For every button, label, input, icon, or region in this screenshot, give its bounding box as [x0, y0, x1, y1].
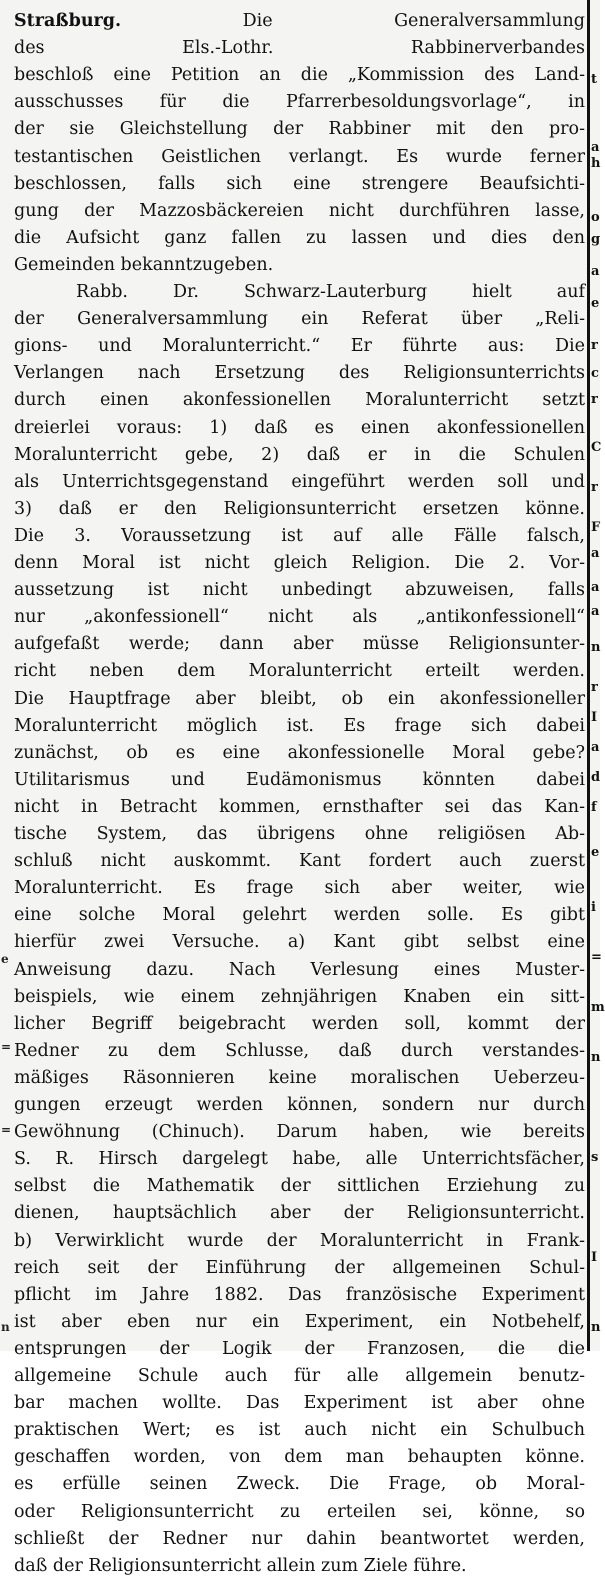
right-margin-char: d	[591, 770, 601, 785]
text-line: dreierlei voraus: 1) daß es einen akonfessionellen	[14, 418, 585, 438]
text-line: zunächst, ob es eine akonfessionelle Moral gebe?	[14, 743, 585, 763]
right-margin-char: i	[591, 900, 596, 915]
text-line: die Aufsicht ganz fallen zu lassen und dies den	[14, 228, 585, 248]
text-line: als Unterrichtsgegenstand eingeführt werden soll und	[14, 472, 585, 492]
column-divider	[587, 0, 590, 1351]
text-line: richt neben dem Moralunterricht erteilt werden.	[14, 661, 585, 681]
right-margin-char: c	[591, 366, 599, 381]
text-line: Gemeinden bekanntzugeben.	[14, 255, 274, 275]
text-line: mäßiges Räsonnieren keine moralischen Ueberzeu-	[14, 1068, 585, 1088]
text-line: daß der Religionsunterricht allein zum Ziele führe.	[14, 1556, 467, 1576]
text-line: licher Begriff beigebracht werden soll, kommt der	[14, 1014, 585, 1034]
text-line: nur „akonfessionell“ nicht als „antikonfessionell“	[14, 607, 585, 627]
text-line: Utilitarismus und Eudämonismus könnten dabei	[14, 770, 585, 790]
text-line: entsprungen der Logik der Franzosen, die die	[14, 1339, 585, 1359]
text-line: es erfülle seinen Zweck. Die Frage, ob Moral-	[14, 1474, 585, 1494]
text-line: pflicht im Jahre 1882. Das französische Experiment	[14, 1285, 585, 1305]
left-margin-char: =	[1, 1040, 12, 1054]
text-line: beispiels, wie einem zehnjährigen Knaben ein sitt-	[14, 987, 585, 1007]
text-line: gungen erzeugt werden können, sondern nur durch	[14, 1095, 585, 1115]
right-margin-char: n	[591, 1050, 601, 1065]
right-margin-char: n	[591, 640, 601, 655]
text-line: ausschusses für die Pfarrerbesoldungsvorlage“, in	[14, 92, 585, 112]
right-margin-char: a	[591, 604, 600, 619]
right-margin-char: g	[591, 232, 601, 247]
text-line: 3) daß er den Religionsunterricht ersetzen könne.	[14, 499, 585, 519]
text-line: Moralunterricht gebe, 2) daß er in die Schulen	[14, 445, 585, 465]
right-margin-char: r	[591, 392, 598, 407]
text-line: reich seit der Einführung der allgemeinen Schul-	[14, 1258, 585, 1278]
right-margin-char: r	[591, 680, 598, 695]
text-line: ist aber eben nur ein Experiment, ein Notbehelf,	[14, 1312, 585, 1332]
left-neighbor-column-fragment	[0, 0, 12, 1351]
text-line: beschloß eine Petition an die „Kommission des Land-	[14, 65, 585, 85]
right-margin-char: m	[591, 1000, 605, 1015]
text-line: beschlossen, falls sich eine strengere Beaufsichti-	[14, 174, 585, 194]
text-line: geschaffen worden, von dem man behaupten könne.	[14, 1447, 585, 1467]
text-line: tische System, das übrigens ohne religiösen Ab-	[14, 824, 585, 844]
text-line-content: Die Generalversammlung	[242, 11, 585, 31]
right-margin-char: o	[591, 210, 600, 225]
text-line: Redner zu dem Schlusse, daß durch verstandes-	[14, 1041, 585, 1061]
text-line: b) Verwirklicht wurde der Moralunterricht in Frank-	[14, 1231, 585, 1251]
dateline-place: Straßburg.	[14, 11, 122, 31]
text-line: oder Religionsunterricht zu erteilen sei, könne, so	[14, 1502, 585, 1522]
right-margin-char: a	[591, 546, 600, 561]
text-line: Gewöhnung (Chinuch). Darum haben, wie bereits	[14, 1122, 585, 1142]
right-margin-char: a	[591, 140, 600, 155]
text-line: praktischen Wert; es ist auch nicht ein Schulbuch	[14, 1420, 585, 1440]
text-line: durch einen akonfessionellen Moralunterricht setzt	[14, 390, 585, 410]
text-line: hierfür zwei Versuche. a) Kant gibt selbst eine	[14, 932, 585, 952]
right-margin-char: r	[591, 480, 598, 495]
text-line: dienen, hauptsächlich aber der Religionsunterricht.	[14, 1203, 585, 1223]
text-line: gions- und Moralunterricht.“ Er führte aus: Die	[14, 336, 585, 356]
text-line: der Generalversammlung ein Referat über „Reli-	[14, 309, 585, 329]
text-line: Die Hauptfrage aber bleibt, ob ein akonfessioneller	[14, 689, 585, 709]
right-neighbor-column-fragment	[591, 0, 605, 1351]
text-line: aufgefaßt werde; dann aber müsse Religionsunter-	[14, 634, 585, 654]
text-line: Die 3. Voraussetzung ist auf alle Fälle falsch,	[14, 526, 585, 546]
text-line: selbst die Mathematik der sittlichen Erziehung zu	[14, 1176, 585, 1196]
text-line: Verlangen nach Ersetzung des Religionsunterrichts	[14, 363, 585, 383]
text-line: allgemeine Schule auch für alle allgemein benutz-	[14, 1366, 585, 1386]
right-margin-char: e	[591, 296, 600, 311]
left-margin-char: =	[1, 1123, 12, 1137]
text-line: eine solche Moral gelehrt werden solle. Es gibt	[14, 905, 585, 925]
text-line: Moralunterricht möglich ist. Es frage sich dabei	[14, 716, 585, 736]
article-column	[14, 8, 585, 1576]
text-line: bar machen wollte. Das Experiment ist aber ohne	[14, 1393, 585, 1413]
text-line: aussetzung ist nicht unbedingt abzuweisen, falls	[14, 580, 585, 600]
text-line: schluß nicht auskommt. Kant fordert auch zuerst	[14, 851, 585, 871]
text-line: S. R. Hirsch dargelegt habe, alle Unterrichtsfächer,	[14, 1149, 585, 1169]
text-line: Rabb. Dr. Schwarz-Lauterburg hielt auf	[76, 282, 585, 302]
right-margin-char: I	[591, 1250, 598, 1265]
text-line: Moralunterricht. Es frage sich aber weiter, wie	[14, 878, 585, 898]
right-margin-char: t	[591, 72, 598, 87]
right-margin-char: a	[591, 580, 600, 595]
right-margin-char: =	[591, 950, 602, 965]
left-margin-char: n	[1, 1320, 10, 1334]
text-line: des Els.-Lothr. Rabbinerverbandes	[14, 38, 585, 58]
text-line: Anweisung dazu. Nach Verlesung eines Muster-	[14, 960, 585, 980]
right-margin-char: s	[591, 1150, 599, 1165]
right-margin-char: f	[591, 800, 597, 815]
right-margin-char: C	[591, 440, 602, 455]
right-margin-char: e	[591, 845, 600, 860]
right-margin-char: F	[591, 520, 601, 535]
right-margin-char: a	[591, 264, 600, 279]
left-margin-char: e	[1, 952, 9, 966]
right-margin-char: r	[591, 338, 598, 353]
text-line: testantischen Geistlichen verlangt. Es wurde ferner	[14, 147, 585, 167]
text-line	[14, 8, 585, 35]
right-margin-char: h	[591, 156, 601, 171]
text-line: nicht in Betracht kommen, ernsthafter sei das Kan-	[14, 797, 585, 817]
right-margin-char: a	[591, 740, 600, 755]
right-margin-char: I	[591, 710, 598, 725]
text-line: der sie Gleichstellung der Rabbiner mit den pro-	[14, 119, 585, 139]
text-line: schließt der Redner nur dahin beantwortet werden,	[14, 1529, 585, 1549]
text-line: gung der Mazzosbäckereien nicht durchführen lasse,	[14, 201, 585, 221]
right-margin-char: n	[591, 1320, 601, 1335]
text-line: denn Moral ist nicht gleich Religion. Die 2. Vor-	[14, 553, 585, 573]
